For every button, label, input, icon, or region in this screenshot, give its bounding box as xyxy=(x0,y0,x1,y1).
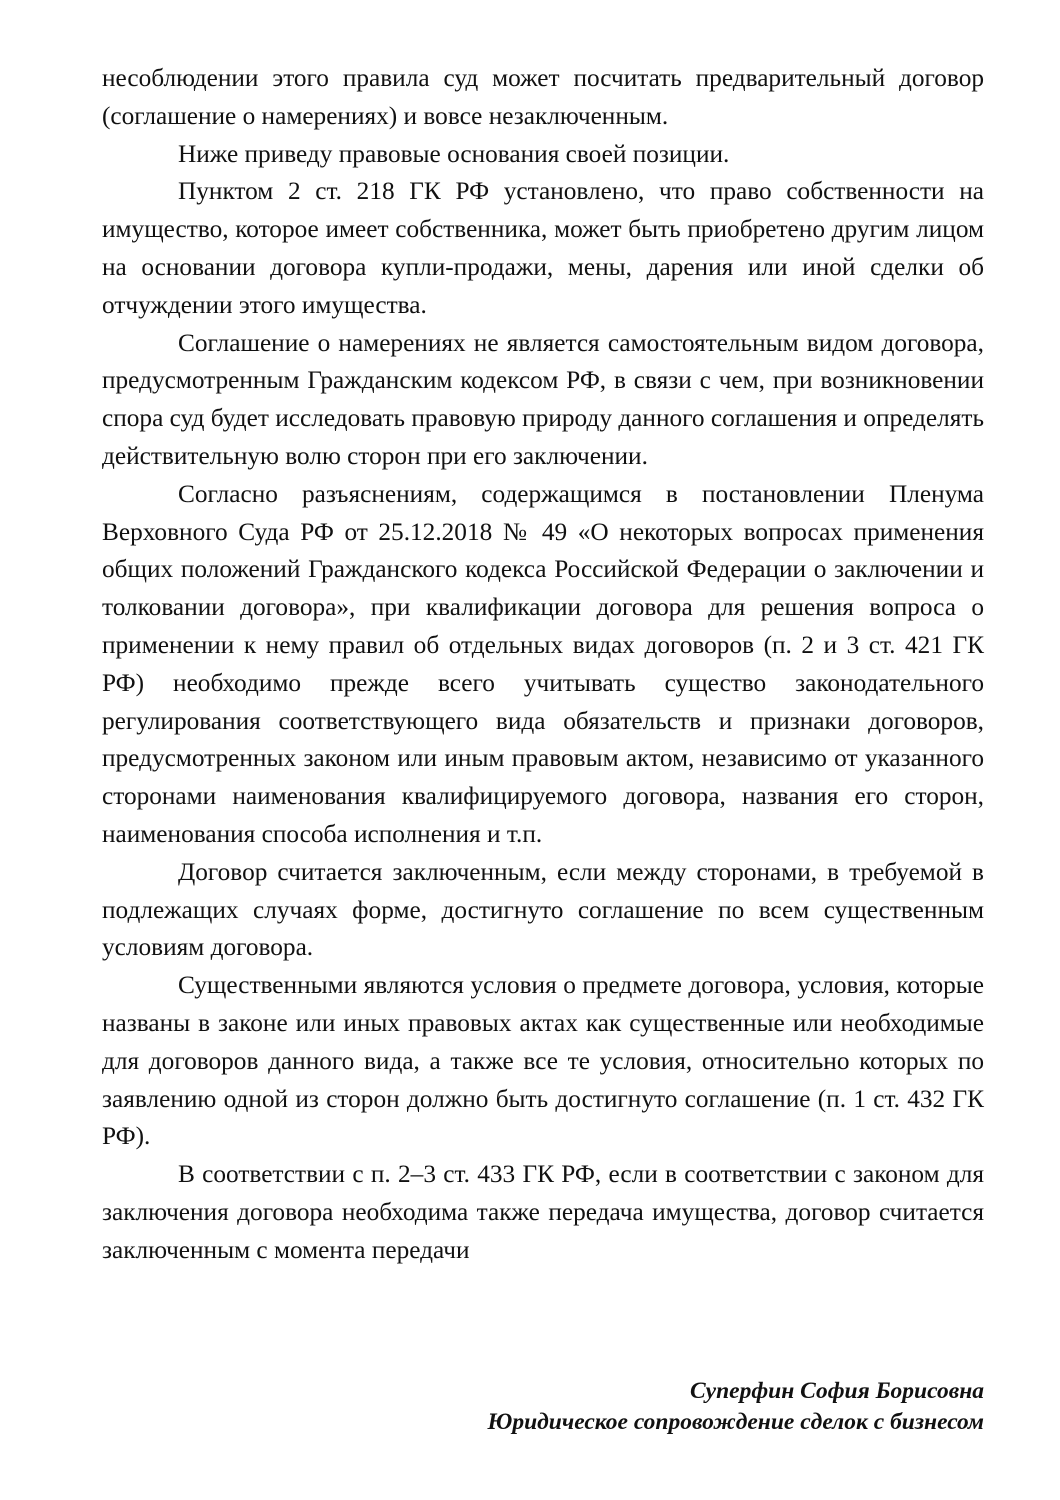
paragraph-6: Договор считается заключенным, если между сторонами, в требуемой в подлежащих случаях форме, достигнуто соглашение по всем существенным условиям договора. xyxy=(102,857,984,962)
paragraph-3: Пунктом 2 ст. 218 ГК РФ установлено, что право собственности на имущество, которое имеет собственника, может быть приобретено другим лицом на основании договора купли-продажи, мены, дарения или иной сделки об отчуждении этого имущества. xyxy=(102,177,984,319)
paragraph-7: Существенными являются условия о предмете договора, условия, которые названы в законе или иных правовых актах как существенные или необходимые для договоров данного вида, а также все те условия, относительно которых по заявлению одной из сторон должно быть достигнуто соглашение (п. 1 ст. 432 ГК РФ). xyxy=(102,971,984,1151)
paragraph-5: Согласно разъяснениям, содержащимся в постановлении Пленума Верховного Суда РФ от 25.12.2018 № 49 «О некоторых вопросах применения общих положений Гражданского кодекса Российской Федерации о заключении и толковании договора», при квалификации договора для решения вопроса о применении к нему правил об отдельных видах договоров (п. 2 и 3 ст. 421 ГК РФ) необходимо прежде всего учитывать существо законодательного регулирования соответствующего вида обязательств и признаки договоров, предусмотренных законом или иным правовым актом, независимо от указанного сторонами наименования квалифицируемого договора, названия его сторон, наименования способа исполнения и т.п. xyxy=(102,479,984,848)
paragraph-4: Соглашение о намерениях не является самостоятельным видом договора, предусмотренным Гражданским кодексом РФ, в связи с чем, при возникновении спора суд будет исследовать правовую природу данного соглашения и определять действительную волю сторон при его заключении. xyxy=(102,328,984,470)
paragraph-2: Ниже приведу правовые основания своей позиции. xyxy=(178,139,730,168)
footer-author: Суперфин София Борисовна xyxy=(689,1378,984,1404)
footer-tagline: Юридическое сопровождение сделок с бизнесом xyxy=(487,1409,984,1435)
document-body xyxy=(102,60,984,1270)
paragraph-1: несоблюдении этого правила суд может посчитать предварительный договор (соглашение о намерениях) и вовсе незаключенным. xyxy=(102,64,984,130)
paragraph-8: В соответствии с п. 2–3 ст. 433 ГК РФ, если в соответствии с законом для заключения договора необходима также передача имущества, договор считается заключенным с момента передачи xyxy=(102,1160,984,1264)
page-footer xyxy=(488,1376,985,1438)
